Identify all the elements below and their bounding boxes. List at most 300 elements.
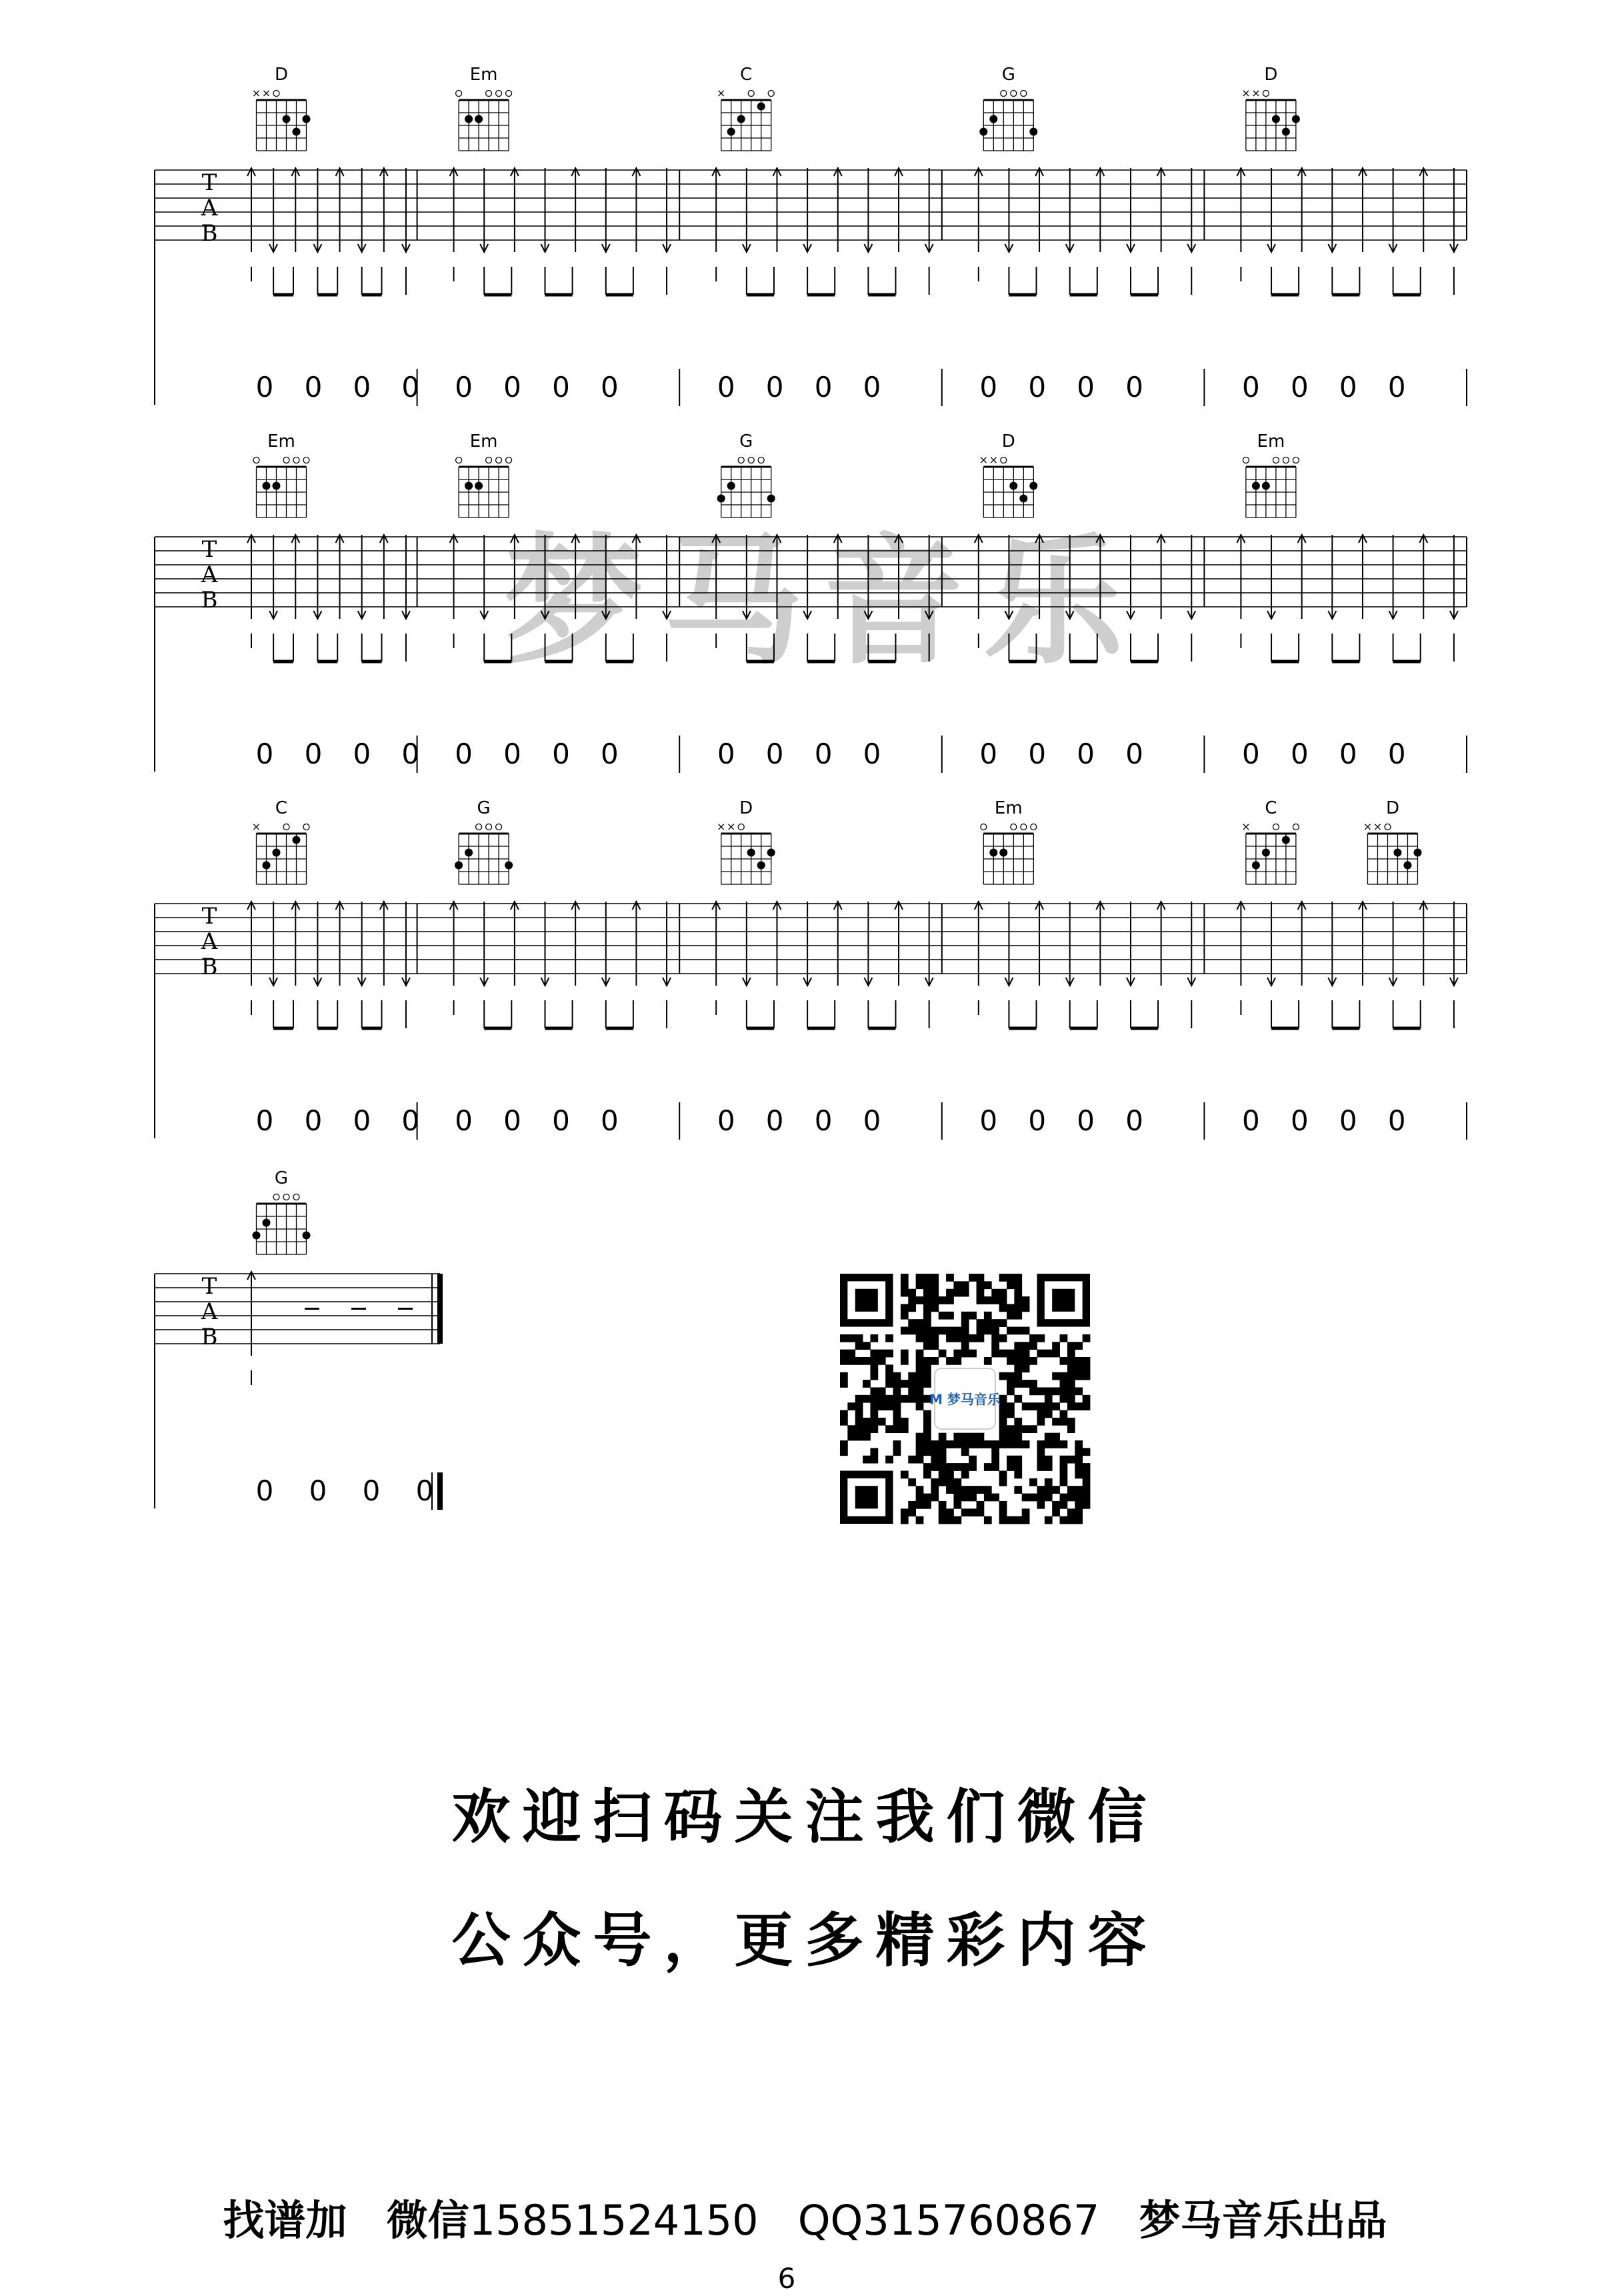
beat-number: 0 [401,1104,420,1137]
qr-module [1029,1380,1037,1388]
qr-module [1045,1395,1053,1403]
qr-module [999,1478,1007,1486]
chord-open-mark [273,91,279,97]
qr-module [969,1463,977,1471]
qr-module [969,1486,977,1494]
beat-number: 0 [601,371,619,403]
chord-finger-dot [273,482,281,490]
tab-clef-letter: B [201,954,218,980]
qr-module [901,1425,909,1433]
qr-module [916,1357,924,1365]
qr-module [878,1402,886,1410]
qr-module [1014,1372,1022,1380]
qr-module [953,1281,961,1289]
qr-module [870,1350,878,1358]
qr-module [901,1357,909,1365]
qr-module [946,1440,954,1448]
qr-module [923,1357,931,1365]
qr-module [999,1289,1007,1297]
chord-open-mark [303,824,309,830]
qr-module [923,1494,931,1502]
beat-number: 0 [503,1104,521,1137]
chord-open-mark [253,457,259,463]
qr-module [1037,1494,1045,1502]
qr-module [1007,1410,1015,1418]
qr-module [999,1440,1007,1448]
qr-module [939,1312,947,1320]
chord-open-mark [768,91,774,97]
qr-module [908,1501,916,1509]
qr-module [1007,1372,1015,1380]
beat-number: 0 [455,738,473,770]
beat-number: 0 [717,371,735,403]
qr-module [1022,1440,1030,1448]
beat-number: 0 [979,1104,998,1137]
footer-brand: 梦马音乐出品 [1139,2196,1387,2245]
beat-number: 0 [717,1104,735,1137]
qr-module [977,1296,985,1304]
qr-module [977,1319,985,1327]
beat-number: 0 [1290,371,1309,403]
chord-diagram [979,65,1037,151]
qr-module [908,1395,916,1403]
qr-module [1075,1448,1083,1456]
qr-module [893,1380,901,1388]
qr-module [991,1448,999,1456]
chord-mute-mark: × [1363,820,1373,833]
qr-module [991,1334,999,1342]
qr-module [1075,1357,1083,1365]
qr-module [961,1312,969,1320]
beat-number: 0 [814,371,833,403]
chord-open-mark [283,1194,289,1200]
qr-module [1037,1501,1045,1509]
qr-module [1029,1425,1037,1433]
qr-module [1014,1350,1022,1358]
qr-module [999,1274,1007,1282]
chord-mute-mark: × [716,87,726,99]
qr-module [1022,1402,1030,1410]
beat-number: 0 [353,1104,371,1137]
beat-number: 0 [353,738,371,770]
chord-finger-dot [505,862,513,870]
qr-module [1083,1402,1091,1410]
qr-module [946,1508,954,1516]
qr-module [840,1380,848,1388]
beat-number: 0 [304,1104,323,1137]
qr-module [984,1327,992,1335]
qr-module [1067,1486,1075,1494]
qr-module [1060,1410,1068,1418]
qr-module [863,1395,871,1403]
measure [450,798,680,1140]
chord-name: G [274,1168,289,1188]
chord-name: G [1001,65,1015,85]
chord-open-mark [1011,824,1017,830]
beat-number: 0 [1028,371,1047,403]
qr-module [991,1456,999,1464]
qr-finder-inner [855,1486,878,1508]
qr-module [969,1334,977,1342]
chord-open-mark [981,824,987,830]
qr-module [1045,1463,1053,1471]
chord-open-mark [1021,91,1027,97]
qr-module [999,1372,1007,1380]
qr-module [855,1410,863,1418]
qr-module [847,1350,855,1358]
qr-module [1037,1440,1045,1448]
qr-module [901,1418,909,1426]
qr-module [923,1274,931,1282]
qr-module [1014,1380,1022,1388]
beat-number: 0 [455,371,473,403]
qr-module [908,1327,916,1335]
chord-finger-dot [757,862,765,870]
chord-diagram [253,1168,311,1254]
qr-module [1067,1357,1075,1365]
beat-number: 0 [1028,1104,1047,1137]
qr-module [863,1418,871,1426]
beat-number: 0 [765,371,784,403]
qr-module [991,1289,999,1297]
chord-diagram [1241,798,1299,884]
qr-module [1029,1494,1037,1502]
qr-module [1052,1350,1060,1358]
qr-module [840,1372,848,1380]
qr-module [1083,1463,1091,1471]
qr-module [901,1380,909,1388]
chord-name: Em [469,431,498,451]
chord-open-mark [1385,824,1391,830]
qr-module [863,1433,871,1441]
qr-module [977,1433,985,1441]
qr-finder-inner [1052,1289,1075,1312]
qr-module [1022,1327,1030,1335]
qr-module [1060,1440,1068,1448]
qr-module [946,1486,954,1494]
qr-module [855,1425,863,1433]
beat-number: 0 [1339,371,1357,403]
beat-number: 0 [1290,1104,1309,1137]
qr-module [1007,1463,1015,1471]
qr-module [923,1342,931,1350]
chord-diagram [456,65,512,151]
qr-module [1060,1463,1068,1471]
qr-module [984,1281,992,1289]
qr-module [1037,1387,1045,1395]
qr-module [893,1448,901,1456]
beat-number: 0 [255,738,274,770]
chord-open-mark [1263,91,1269,97]
qr-module [1014,1418,1022,1426]
qr-module [999,1470,1007,1478]
qr-module [1014,1456,1022,1464]
footer-contact [0,2187,1610,2247]
qr-module [977,1327,985,1335]
chord-finger-dot [263,862,271,870]
qr-module [991,1319,999,1327]
qr-module [1052,1433,1060,1441]
qr-module [999,1418,1007,1426]
measure [247,65,419,406]
chord-finger-dot [283,115,291,123]
chord-open-mark [1001,457,1007,463]
qr-module [946,1296,954,1304]
qr-module [969,1433,977,1441]
qr-module [961,1470,969,1478]
qr-module [1067,1372,1075,1380]
qr-module [939,1516,947,1524]
tab-system [155,65,1467,406]
chord-finger-dot [737,115,745,123]
tab-clef-letter: B [201,1324,218,1350]
qr-module [1075,1470,1083,1478]
qr-module [1045,1387,1053,1395]
chord-mute-mark: × [989,453,999,466]
qr-module [939,1456,947,1464]
chord-open-mark [738,824,744,830]
qr-module [916,1433,924,1441]
qr-module [984,1319,992,1327]
qr-module [893,1410,901,1418]
chord-mute-mark: × [1251,87,1261,99]
chord-open-mark [1031,824,1037,830]
qr-module [991,1342,999,1350]
qr-module [1083,1364,1091,1372]
qr-module [1022,1364,1030,1372]
qr-module [1060,1334,1068,1342]
qr-module [870,1402,878,1410]
qr-module [855,1402,863,1410]
chord-name: C [1265,798,1277,818]
qr-module [984,1440,992,1448]
qr-module [916,1334,924,1342]
chord-finger-dot [727,128,735,136]
footer-qq-number: 315760867 [863,2196,1100,2245]
chord-finger-dot [747,849,755,857]
qr-module [908,1304,916,1312]
beat-number: 0 [1125,371,1143,403]
qr-module [901,1274,909,1282]
qr-module [961,1433,969,1441]
qr-module [946,1334,954,1342]
qr-module [1014,1357,1022,1365]
qr-module [916,1395,924,1403]
qr-module [1067,1402,1075,1410]
qr-module [1014,1395,1022,1403]
measure [712,798,942,1140]
qr-module [939,1433,947,1441]
chord-open-mark [1011,91,1017,97]
qr-module [946,1478,954,1486]
qr-module [1075,1501,1083,1509]
qr-module [916,1501,924,1509]
chord-finger-dot [767,849,775,857]
qr-module [969,1312,977,1320]
qr-module [977,1508,985,1516]
qr-module [840,1448,848,1456]
qr-module [946,1463,954,1471]
tab-clef-letter: T [201,536,217,563]
qr-module [916,1364,924,1372]
qr-module [1045,1402,1053,1410]
qr-module [1067,1395,1075,1403]
qr-module [999,1433,1007,1441]
chord-finger-dot [1413,849,1421,857]
qr-module [1052,1372,1060,1380]
measure [1237,65,1467,406]
chord-finger-dot [1262,849,1270,857]
qr-module [984,1516,992,1524]
qr-module [977,1334,985,1342]
qr-module [946,1274,954,1282]
watermark-text: 梦马音乐 [503,519,1144,684]
tab-clef-letter: B [201,587,218,614]
qr-module [953,1501,961,1509]
tab-system [155,798,1467,1140]
qr-module [1083,1478,1091,1486]
qr-module [863,1456,871,1464]
qr-module [855,1418,863,1426]
qr-module [961,1319,969,1327]
qr-module [878,1387,886,1395]
chord-finger-dot [989,115,997,123]
qr-module [1067,1494,1075,1502]
measure [247,431,419,773]
chord-mute-mark: × [726,820,736,833]
chord-finger-dot [1292,115,1300,123]
qr-module [1060,1387,1068,1395]
beat-number: 0 [1387,1104,1406,1137]
qr-module [855,1433,863,1441]
chord-open-mark [456,457,462,463]
qr-module [946,1516,954,1524]
beat-number: 0 [455,1104,473,1137]
qr-module [1075,1486,1083,1494]
qr-module [840,1334,848,1342]
qr-module [991,1494,999,1502]
qr-module [1083,1470,1091,1478]
qr-module [923,1501,931,1509]
chord-finger-dot [475,115,483,123]
qr-module [946,1357,954,1365]
qr-module [931,1304,939,1312]
tab-clef-letter: T [201,169,217,196]
qr-module [916,1486,924,1494]
qr-module [916,1296,924,1304]
qr-module [931,1448,939,1456]
qr-module [893,1372,901,1380]
qr-module [923,1334,931,1342]
chord-open-mark [1001,91,1007,97]
qr-module [931,1281,939,1289]
qr-module [923,1410,931,1418]
qr-module [977,1440,985,1448]
qr-module [923,1463,931,1471]
qr-module [870,1364,878,1372]
qr-module [999,1296,1007,1304]
qr-module [1052,1402,1060,1410]
qr-module [1037,1334,1045,1342]
measure [247,1168,440,1510]
measure [975,798,1205,1140]
beat-number: 0 [1339,1104,1357,1137]
qr-module [1022,1494,1030,1502]
qr-module [1067,1425,1075,1433]
qr-module [901,1516,909,1524]
qr-module [855,1342,863,1350]
beat-number: 0 [503,371,521,403]
chord-finger-dot [727,482,735,490]
qr-module [984,1486,992,1494]
beat-number: 0 [717,738,735,770]
chord-finger-dot [999,849,1007,857]
qr-module [1075,1516,1083,1524]
qr-module [961,1448,969,1456]
qr-module [916,1448,924,1456]
qr-module [1007,1281,1015,1289]
qr-module [939,1508,947,1516]
chord-finger-dot [455,862,463,870]
tab-clef-letter: T [201,903,217,930]
qr-module [1014,1289,1022,1297]
qr-module [847,1402,855,1410]
chord-mute-mark: × [1373,820,1383,833]
qr-module [1007,1516,1015,1524]
beat-number: 0 [979,371,998,403]
qr-module [840,1357,848,1365]
chord-open-mark [496,91,502,97]
chord-name: G [477,798,491,818]
beat-number: 0 [1339,738,1357,770]
qr-module [1060,1478,1068,1486]
chord-open-mark [293,457,299,463]
qr-module [946,1289,954,1297]
qr-module [1037,1463,1045,1471]
qr-module [1067,1380,1075,1388]
chord-name: C [275,798,288,818]
qr-module [953,1350,961,1358]
footer-wechat-label: 微信 [386,2196,469,2245]
qr-module [961,1494,969,1502]
qr-module [923,1470,931,1478]
beat-number: 0 [401,371,420,403]
qr-module [969,1494,977,1502]
qr-module [1075,1440,1083,1448]
qr-module [1060,1501,1068,1509]
qr-module [1045,1410,1053,1418]
qr-module [1007,1425,1015,1433]
qr-module [991,1327,999,1335]
qr-module [953,1494,961,1502]
qr-module [984,1357,992,1365]
qr-module [1083,1357,1091,1365]
qr-module [1014,1364,1022,1372]
qr-module [1075,1402,1083,1410]
chord-name: Em [469,65,498,85]
chord-diagram [979,431,1038,517]
qr-module [1060,1380,1068,1388]
qr-module [908,1380,916,1388]
qr-module [1007,1433,1015,1441]
qr-module [1007,1274,1015,1282]
chord-finger-dot [1252,862,1260,870]
beat-number: 0 [814,738,833,770]
chord-open-mark [748,91,754,97]
qr-module [1083,1501,1091,1509]
qr-module [878,1357,886,1365]
qr-module [855,1395,863,1403]
